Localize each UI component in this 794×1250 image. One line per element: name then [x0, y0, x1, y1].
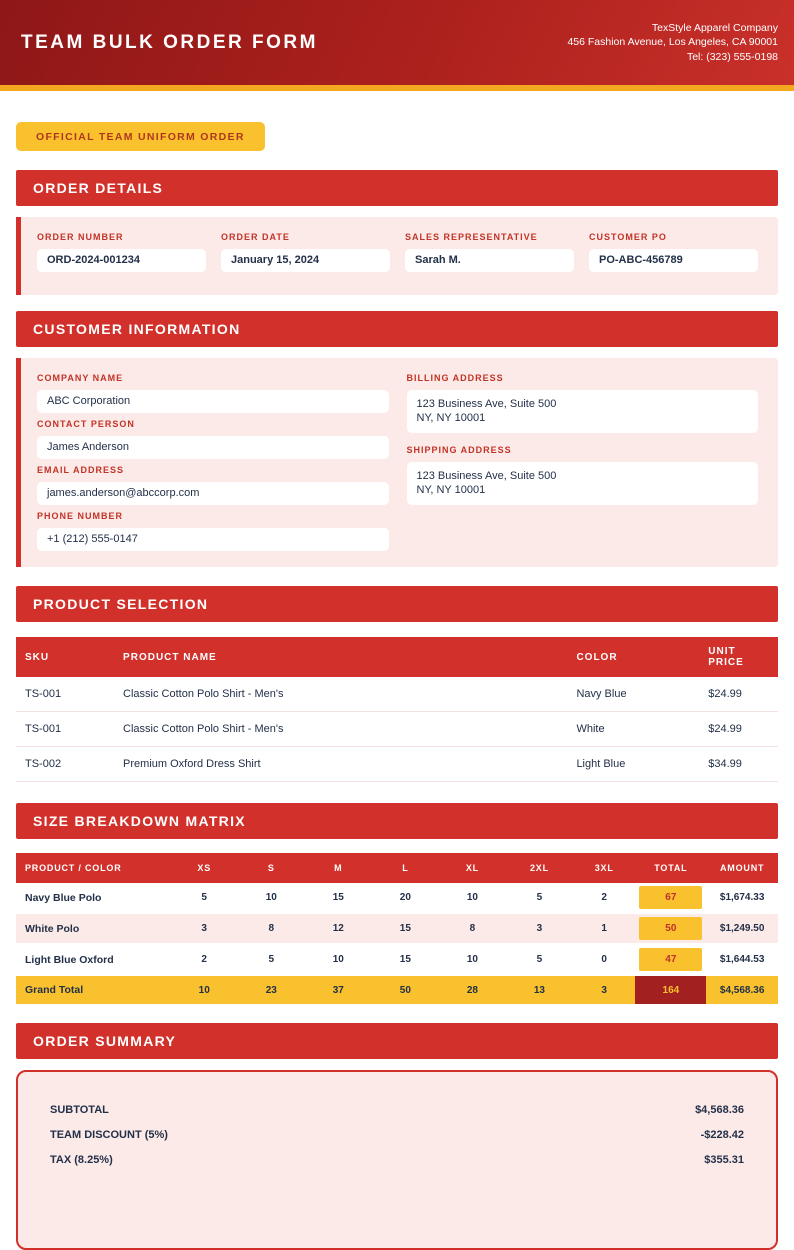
discount-label: TEAM DISCOUNT (5%) — [50, 1129, 168, 1141]
page-header — [0, 0, 794, 85]
email-address-label: EMAIL ADDRESS — [37, 465, 125, 475]
cell-size-qty: 0 — [573, 944, 635, 975]
phone-number-label: PHONE NUMBER — [37, 511, 124, 521]
row-total-value: 50 — [639, 917, 702, 940]
product-row — [16, 677, 778, 712]
shipping-address-input[interactable] — [407, 462, 759, 505]
field-order-date — [221, 233, 390, 272]
cell-size-qty: 10 — [439, 944, 506, 975]
summary-row-tax — [34, 1148, 760, 1173]
product-row — [16, 747, 778, 782]
column-header-product-name: PRODUCT NAME — [115, 637, 568, 677]
column-header-xs: XS — [171, 853, 238, 883]
cell-size-qty: 5 — [238, 944, 305, 975]
field-sales-representative — [405, 233, 574, 272]
subtotal-value: $4,568.36 — [695, 1104, 744, 1116]
cell-sku: TS-001 — [16, 712, 115, 747]
cell-size-qty: 5 — [506, 883, 573, 913]
cell-size-qty: 2 — [573, 883, 635, 913]
cell-size-qty: 5 — [171, 883, 238, 913]
matrix-header-row — [16, 853, 778, 883]
shipping-address-label: SHIPPING ADDRESS — [406, 445, 512, 455]
product-table-header-row — [16, 637, 778, 677]
field-email-address — [37, 466, 389, 505]
cell-size-qty: 10 — [305, 944, 372, 975]
field-order-number — [37, 233, 206, 272]
column-header-unit-price: UNIT PRICE — [700, 637, 778, 677]
column-header-2xl: 2XL — [506, 853, 573, 883]
cell-unit-price: $24.99 — [700, 712, 778, 747]
subtotal-label: SUBTOTAL — [50, 1104, 109, 1116]
order-summary-box — [16, 1070, 778, 1250]
cell-size-qty: 3 — [506, 913, 573, 944]
order-number-input[interactable]: ORD-2024-001234 — [37, 249, 206, 272]
column-header-amount: AMOUNT — [706, 853, 778, 883]
matrix-row — [16, 944, 778, 975]
section-header-product-selection: PRODUCT SELECTION — [16, 586, 778, 622]
cell-size-qty: 15 — [372, 913, 439, 944]
customer-po-input[interactable]: PO-ABC-456789 — [589, 249, 758, 272]
matrix-row — [16, 913, 778, 944]
cell-sku: TS-001 — [16, 677, 115, 712]
column-header-3xl: 3XL — [573, 853, 635, 883]
cell-size-qty: 15 — [372, 944, 439, 975]
summary-row-discount — [34, 1123, 760, 1148]
company-info-block — [567, 21, 778, 65]
company-address: 456 Fashion Avenue, Los Angeles, CA 90001 — [567, 36, 778, 49]
cell-product-color: White Polo — [16, 913, 171, 944]
cell-size-qty: 2 — [171, 944, 238, 975]
row-total-value: 47 — [639, 948, 702, 971]
cell-size-qty: 20 — [372, 883, 439, 913]
cell-size-qty: 12 — [305, 913, 372, 944]
product-row — [16, 712, 778, 747]
cell-size-qty: 5 — [506, 944, 573, 975]
matrix-row — [16, 883, 778, 913]
cell-row-amount: $1,644.53 — [706, 944, 778, 975]
cell-size-qty: 8 — [238, 913, 305, 944]
column-header-s: S — [238, 853, 305, 883]
cell-size-qty: 50 — [372, 975, 439, 1004]
tax-value: $355.31 — [704, 1154, 744, 1166]
billing-address-line2: NY, NY 10001 — [416, 411, 486, 424]
cell-row-total — [635, 913, 706, 944]
cell-grand-total-label: Grand Total — [16, 975, 171, 1004]
official-order-badge: OFFICIAL TEAM UNIFORM ORDER — [16, 122, 265, 151]
customer-fields-column — [37, 374, 389, 551]
cell-size-qty: 13 — [506, 975, 573, 1004]
cell-product-color: Light Blue Oxford — [16, 944, 171, 975]
cell-color: Light Blue — [568, 747, 700, 782]
section-header-size-breakdown-matrix: SIZE BREAKDOWN MATRIX — [16, 803, 778, 839]
cell-row-amount: $1,674.33 — [706, 883, 778, 913]
column-header-product-color: PRODUCT / COLOR — [16, 853, 171, 883]
cell-size-qty: 23 — [238, 975, 305, 1004]
cell-size-qty: 3 — [171, 913, 238, 944]
field-company-name — [37, 374, 389, 413]
column-header-sku: SKU — [16, 637, 115, 677]
column-header-m: M — [305, 853, 372, 883]
cell-size-qty: 28 — [439, 975, 506, 1004]
cell-row-amount: $1,249.50 — [706, 913, 778, 944]
matrix-grand-total-row — [16, 975, 778, 1004]
sales-representative-label: SALES REPRESENTATIVE — [405, 232, 538, 242]
contact-person-input[interactable]: James Anderson — [37, 436, 389, 459]
company-phone: Tel: (323) 555-0198 — [686, 50, 778, 63]
field-billing-address — [407, 374, 759, 433]
cell-unit-price: $24.99 — [700, 677, 778, 712]
customer-po-label: CUSTOMER PO — [589, 232, 667, 242]
row-total-value: 67 — [639, 886, 702, 909]
shipping-address-line1: 123 Business Ave, Suite 500 — [416, 470, 557, 482]
section-header-order-summary: ORDER SUMMARY — [16, 1023, 778, 1059]
order-details-panel — [16, 217, 778, 295]
section-header-order-details: ORDER DETAILS — [16, 170, 778, 206]
column-header-l: L — [372, 853, 439, 883]
column-header-xl: XL — [439, 853, 506, 883]
section-header-customer-information: CUSTOMER INFORMATION — [16, 311, 778, 347]
cell-color: White — [568, 712, 700, 747]
shipping-address-line2: NY, NY 10001 — [416, 483, 486, 496]
field-contact-person — [37, 420, 389, 459]
cell-product-name: Classic Cotton Polo Shirt - Men's — [115, 712, 568, 747]
cell-size-qty: 10 — [439, 883, 506, 913]
order-date-label: ORDER DATE — [221, 232, 290, 242]
cell-size-qty: 1 — [573, 913, 635, 944]
billing-address-label: BILLING ADDRESS — [406, 373, 504, 383]
cell-unit-price: $34.99 — [700, 747, 778, 782]
customer-information-panel — [16, 358, 778, 567]
customer-information-grid — [37, 374, 758, 551]
order-details-grid — [37, 233, 758, 279]
column-header-total: TOTAL — [635, 853, 706, 883]
size-breakdown-table — [16, 853, 778, 1004]
billing-address-input[interactable] — [407, 390, 759, 433]
company-name-input[interactable]: ABC Corporation — [37, 390, 389, 413]
cell-size-qty: 3 — [573, 975, 635, 1004]
cell-size-qty: 37 — [305, 975, 372, 1004]
email-address-input[interactable]: james.anderson@abccorp.com — [37, 482, 389, 505]
cell-grand-total-amount: $4,568.36 — [706, 975, 778, 1004]
cell-grand-total-value: 164 — [635, 975, 706, 1004]
company-name: TexStyle Apparel Company — [651, 21, 778, 34]
cell-product-name: Classic Cotton Polo Shirt - Men's — [115, 677, 568, 712]
field-phone-number — [37, 512, 389, 551]
cell-color: Navy Blue — [568, 677, 700, 712]
cell-row-total — [635, 944, 706, 975]
company-name-label: COMPANY NAME — [37, 373, 124, 383]
contact-person-label: CONTACT PERSON — [37, 419, 135, 429]
page-content — [16, 91, 778, 1250]
form-title: TEAM BULK ORDER FORM — [21, 31, 318, 53]
column-header-color: COLOR — [568, 637, 700, 677]
billing-address-line1: 123 Business Ave, Suite 500 — [416, 398, 557, 410]
order-date-input[interactable]: January 15, 2024 — [221, 249, 390, 272]
cell-size-qty: 15 — [305, 883, 372, 913]
tax-label: TAX (8.25%) — [50, 1154, 113, 1166]
order-number-label: ORDER NUMBER — [37, 232, 124, 242]
cell-row-total — [635, 883, 706, 913]
cell-size-qty: 10 — [238, 883, 305, 913]
customer-addresses-column — [407, 374, 759, 551]
cell-sku: TS-002 — [16, 747, 115, 782]
product-selection-table — [16, 637, 778, 782]
summary-row-subtotal — [34, 1098, 760, 1123]
cell-size-qty: 10 — [171, 975, 238, 1004]
phone-number-input[interactable]: +1 (212) 555-0147 — [37, 528, 389, 551]
field-shipping-address — [407, 446, 759, 505]
sales-representative-input[interactable]: Sarah M. — [405, 249, 574, 272]
field-customer-po — [589, 233, 758, 279]
cell-product-color: Navy Blue Polo — [16, 883, 171, 913]
cell-product-name: Premium Oxford Dress Shirt — [115, 747, 568, 782]
cell-size-qty: 8 — [439, 913, 506, 944]
discount-value: -$228.42 — [700, 1129, 744, 1141]
